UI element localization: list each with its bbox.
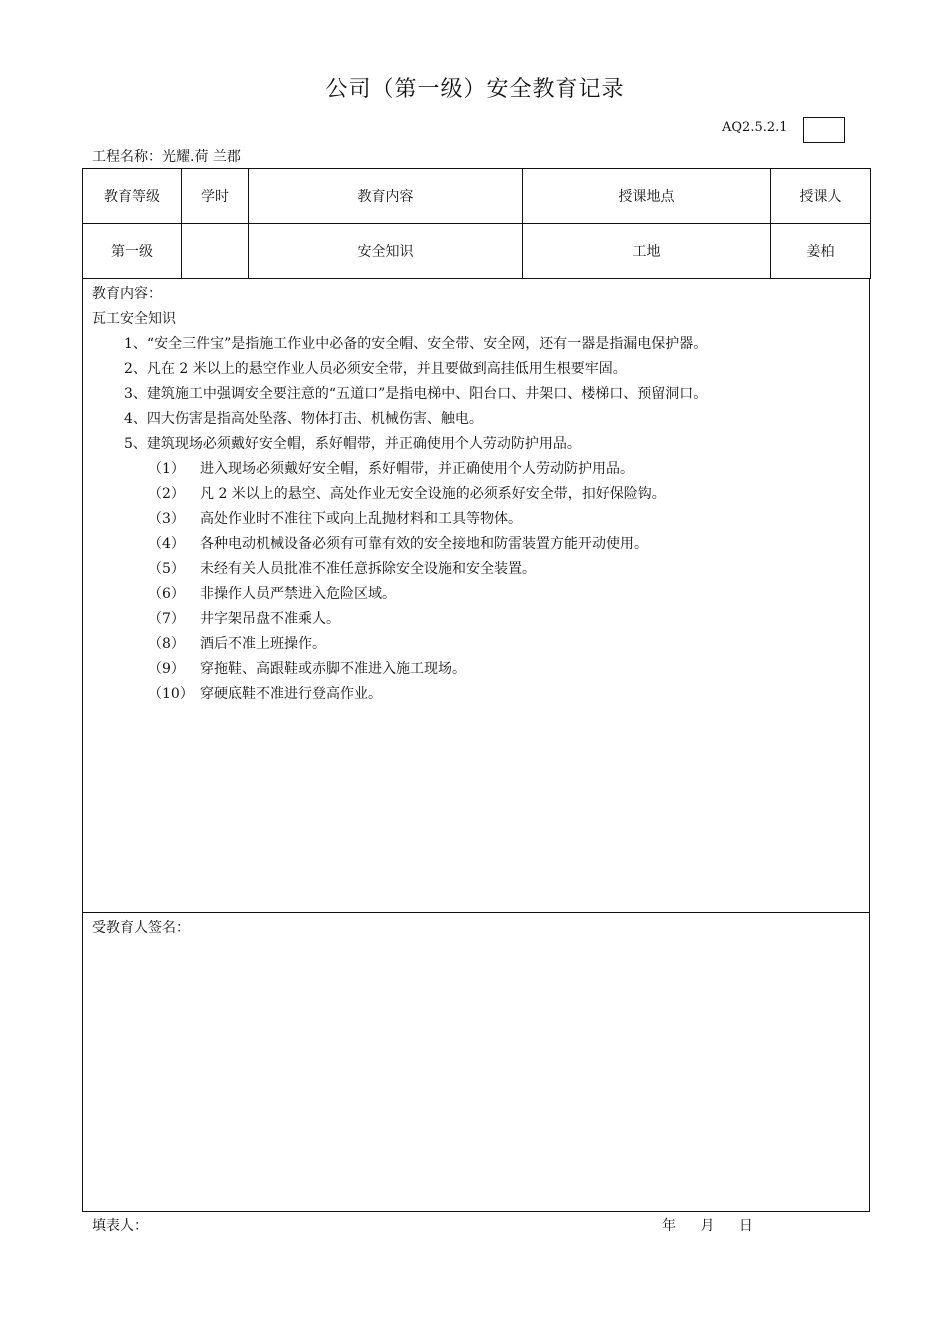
day-label: 日	[738, 1218, 753, 1234]
sub-item-number: （1）	[148, 461, 185, 477]
content-subtitle: 瓦工安全知识	[92, 311, 176, 327]
sub-list-item	[148, 458, 634, 478]
sub-item-text: 凡 2 米以上的悬空、高处作业无安全设施的必须系好安全带，扣好保险钩。	[200, 486, 666, 502]
sub-list-item	[148, 658, 466, 678]
header-cell-instructor: 授课人	[771, 169, 871, 224]
table-header-row	[83, 169, 871, 224]
filler-label: 填表人：	[92, 1218, 148, 1234]
sub-item-number: （4）	[148, 536, 185, 552]
sub-list-item	[148, 483, 666, 503]
sub-item-text: 穿拖鞋、高跟鞋或赤脚不准进入施工现场。	[200, 661, 466, 677]
sub-item-text: 穿硬底鞋不准进行登高作业。	[200, 686, 382, 702]
sub-item-text: 进入现场必须戴好安全帽，系好帽带，并正确使用个人劳动防护用品。	[200, 461, 634, 477]
sub-item-number: （7）	[148, 611, 185, 627]
sub-item-text: 酒后不准上班操作。	[200, 636, 326, 652]
cell-location: 工地	[523, 224, 771, 279]
sub-list-item	[148, 608, 340, 628]
sub-item-number: （6）	[148, 586, 185, 602]
signature-section	[82, 912, 870, 1212]
sub-list-item	[148, 558, 536, 578]
sub-item-number: （8）	[148, 636, 185, 652]
cell-content: 安全知识	[249, 224, 523, 279]
list-item: 4、四大伤害是指高处坠落、物体打击、机械伤害、触电。	[124, 411, 483, 427]
month-label: 月	[700, 1218, 715, 1234]
sub-item-number: （9）	[148, 661, 185, 677]
cell-hours	[182, 224, 249, 279]
table-row	[83, 224, 871, 279]
document-code: AQ2.5.2.1	[722, 120, 788, 135]
sub-item-number: （10）	[148, 686, 194, 702]
list-item: 1、“安全三件宝”是指施工作业中必备的安全帽、安全带、安全网，还有一器是指漏电保护器。	[124, 336, 708, 352]
cell-instructor: 姜柏	[771, 224, 871, 279]
project-name: 工程名称：光耀.荷 兰郡	[92, 149, 241, 165]
document-title: 公司（第一级）安全教育记录	[325, 77, 625, 102]
sub-list-item	[148, 633, 326, 653]
header-cell-location: 授课地点	[523, 169, 771, 224]
header-cell-level: 教育等级	[83, 169, 182, 224]
date-field	[662, 1215, 773, 1235]
sub-item-number: （3）	[148, 511, 185, 527]
sub-item-text: 高处作业时不准往下或向上乱抛材料和工具等物体。	[200, 511, 522, 527]
list-item: 2、凡在 2 米以上的悬空作业人员必须安全带，并且要做到高挂低用生根要牢固。	[124, 361, 627, 377]
sub-item-text: 井字架吊盘不准乘人。	[200, 611, 340, 627]
year-label: 年	[662, 1218, 676, 1234]
list-item: 3、建筑施工中强调安全要注意的“五道口”是指电梯中、阳台口、井架口、楼梯口、预留洞口。	[124, 386, 708, 402]
header-cell-content: 教育内容	[249, 169, 523, 224]
sub-item-text: 各种电动机械设备必须有可靠有效的安全接地和防雷装置方能开动使用。	[200, 536, 648, 552]
content-label: 教育内容：	[92, 286, 162, 302]
sub-item-text: 未经有关人员批准不准任意拆除安全设施和安全装置。	[200, 561, 536, 577]
sub-list-item	[148, 683, 382, 703]
sub-list-item	[148, 583, 396, 603]
sub-item-number: （5）	[148, 561, 185, 577]
sub-item-text: 非操作人员严禁进入危险区域。	[200, 586, 396, 602]
sub-item-number: （2）	[148, 486, 185, 502]
code-box	[803, 117, 845, 143]
list-item: 5、建筑现场必须戴好安全帽，系好帽带，并正确使用个人劳动防护用品。	[124, 436, 581, 452]
signature-label: 受教育人签名：	[92, 920, 190, 936]
header-cell-hours: 学时	[182, 169, 249, 224]
cell-level: 第一级	[83, 224, 182, 279]
sub-list-item	[148, 533, 648, 553]
sub-list-item	[148, 508, 522, 528]
education-info-table	[82, 168, 871, 279]
